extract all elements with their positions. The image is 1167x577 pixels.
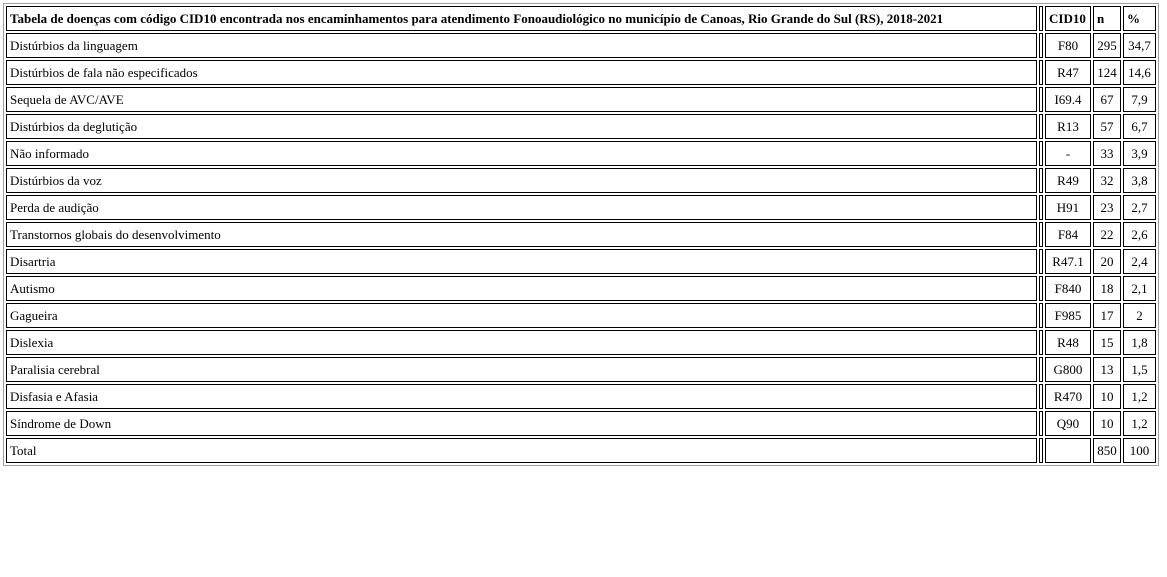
row-count: 23 (1093, 195, 1121, 220)
cid10-table (3, 3, 1159, 466)
row-disease-name: Sequela de AVC/AVE (6, 87, 1037, 112)
empty-cell (1039, 438, 1043, 463)
row-percent: 1,5 (1123, 357, 1156, 382)
table-row (6, 168, 1156, 193)
row-percent: 3,8 (1123, 168, 1156, 193)
row-disease-name: Paralisia cerebral (6, 357, 1037, 382)
table-header-row (6, 6, 1156, 31)
row-percent: 1,2 (1123, 411, 1156, 436)
row-count: 33 (1093, 141, 1121, 166)
row-cid-code: F840 (1045, 276, 1091, 301)
table-row (6, 114, 1156, 139)
empty-cell (1039, 168, 1043, 193)
row-disease-name: Disfasia e Afasia (6, 384, 1037, 409)
empty-cell (1039, 303, 1043, 328)
table-row (6, 384, 1156, 409)
row-count: 295 (1093, 33, 1121, 58)
empty-cell (1039, 222, 1043, 247)
table-row-total (6, 438, 1156, 463)
row-count: 57 (1093, 114, 1121, 139)
row-percent: 3,9 (1123, 141, 1156, 166)
row-cid-code: R48 (1045, 330, 1091, 355)
table-title: Tabela de doenças com código CID10 encontrada nos encaminhamentos para atendimento Fonoaudiológico no município de Canoas, Rio Grande do Sul (RS), 2018-2021 (6, 6, 1037, 31)
row-percent: 34,7 (1123, 33, 1156, 58)
empty-cell (1039, 6, 1043, 31)
row-count: 10 (1093, 384, 1121, 409)
empty-cell (1039, 384, 1043, 409)
empty-cell (1039, 330, 1043, 355)
row-disease-name: Distúrbios da linguagem (6, 33, 1037, 58)
row-cid-code: H91 (1045, 195, 1091, 220)
table-row (6, 276, 1156, 301)
row-count: 15 (1093, 330, 1121, 355)
row-percent: 100 (1123, 438, 1156, 463)
row-disease-name: Dislexia (6, 330, 1037, 355)
row-cid-code: R470 (1045, 384, 1091, 409)
row-cid-code: R13 (1045, 114, 1091, 139)
row-disease-name: Autismo (6, 276, 1037, 301)
empty-cell (1039, 33, 1043, 58)
row-disease-name: Transtornos globais do desenvolvimento (6, 222, 1037, 247)
table-row (6, 222, 1156, 247)
row-count: 17 (1093, 303, 1121, 328)
row-cid-code: R47.1 (1045, 249, 1091, 274)
table-row (6, 60, 1156, 85)
empty-cell (1039, 195, 1043, 220)
header-percent: % (1123, 6, 1156, 31)
empty-cell (1039, 60, 1043, 85)
row-cid-code: F84 (1045, 222, 1091, 247)
row-percent: 2,4 (1123, 249, 1156, 274)
row-percent: 2,7 (1123, 195, 1156, 220)
row-percent: 14,6 (1123, 60, 1156, 85)
row-cid-code: - (1045, 141, 1091, 166)
row-cid-code (1045, 438, 1091, 463)
row-disease-name: Distúrbios da voz (6, 168, 1037, 193)
row-percent: 1,8 (1123, 330, 1156, 355)
table-row (6, 195, 1156, 220)
row-cid-code: F80 (1045, 33, 1091, 58)
row-count: 32 (1093, 168, 1121, 193)
row-count: 124 (1093, 60, 1121, 85)
row-count: 67 (1093, 87, 1121, 112)
table-row (6, 249, 1156, 274)
row-count: 850 (1093, 438, 1121, 463)
row-cid-code: R49 (1045, 168, 1091, 193)
header-cid10: CID10 (1045, 6, 1091, 31)
row-percent: 2,6 (1123, 222, 1156, 247)
row-count: 10 (1093, 411, 1121, 436)
row-count: 13 (1093, 357, 1121, 382)
empty-cell (1039, 87, 1043, 112)
row-disease-name: Não informado (6, 141, 1037, 166)
empty-cell (1039, 249, 1043, 274)
row-cid-code: F985 (1045, 303, 1091, 328)
row-disease-name: Distúrbios da deglutição (6, 114, 1037, 139)
row-disease-name: Síndrome de Down (6, 411, 1037, 436)
table-row (6, 357, 1156, 382)
row-percent: 2,1 (1123, 276, 1156, 301)
row-count: 22 (1093, 222, 1121, 247)
row-disease-name: Total (6, 438, 1037, 463)
row-cid-code: I69.4 (1045, 87, 1091, 112)
empty-cell (1039, 411, 1043, 436)
row-count: 18 (1093, 276, 1121, 301)
row-disease-name: Perda de audição (6, 195, 1037, 220)
row-percent: 6,7 (1123, 114, 1156, 139)
table-row (6, 411, 1156, 436)
table-row (6, 87, 1156, 112)
row-cid-code: R47 (1045, 60, 1091, 85)
empty-cell (1039, 276, 1043, 301)
table-row (6, 303, 1156, 328)
table-row (6, 330, 1156, 355)
row-disease-name: Gagueira (6, 303, 1037, 328)
row-percent: 1,2 (1123, 384, 1156, 409)
empty-cell (1039, 141, 1043, 166)
table-row (6, 141, 1156, 166)
row-count: 20 (1093, 249, 1121, 274)
table-row (6, 33, 1156, 58)
row-disease-name: Disartria (6, 249, 1037, 274)
empty-cell (1039, 114, 1043, 139)
row-disease-name: Distúrbios de fala não especificados (6, 60, 1037, 85)
row-cid-code: Q90 (1045, 411, 1091, 436)
table-body (6, 33, 1156, 463)
empty-cell (1039, 357, 1043, 382)
row-cid-code: G800 (1045, 357, 1091, 382)
row-percent: 2 (1123, 303, 1156, 328)
header-n: n (1093, 6, 1121, 31)
row-percent: 7,9 (1123, 87, 1156, 112)
